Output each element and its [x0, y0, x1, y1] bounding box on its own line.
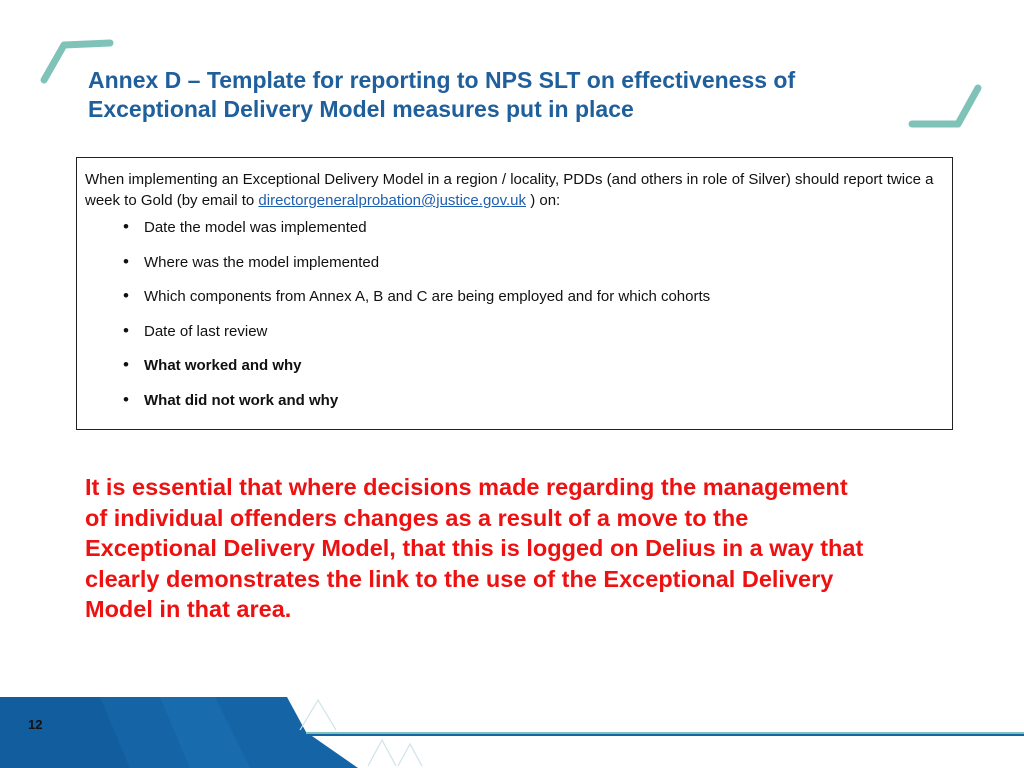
list-item-text: Date of last review	[144, 322, 268, 340]
slide-title-line: Exceptional Delivery Model measures put in place	[88, 96, 634, 122]
notice-line: It is essential that where decisions made regarding the management	[85, 474, 848, 500]
email-link[interactable]: directorgeneralprobation@justice.gov.uk	[258, 192, 527, 209]
intro-suffix: ) on:	[526, 192, 561, 209]
list-item	[123, 356, 944, 376]
bullet-icon: •	[123, 286, 129, 306]
list-item	[123, 391, 944, 411]
bullet-icon: •	[123, 320, 129, 340]
footer-triangle-outline	[300, 700, 336, 730]
list-item-text: What did not work and why	[144, 391, 339, 409]
notice-line: of individual offenders changes as a result of a move to the	[85, 504, 749, 531]
bullet-icon: •	[123, 251, 129, 271]
notice-line: Exceptional Delivery Model, that this is logged on Delius in a way that	[85, 535, 864, 561]
bullet-icon: •	[123, 389, 129, 409]
intro-text: When implementing an Exceptional Delivery Model in a region / locality, PDDs (and others in role of Silver) should report twice a week to Gold (by email to	[85, 171, 934, 209]
notice-line: Model in that area.	[85, 596, 292, 622]
list-item-text: Where was the model implemented	[144, 253, 380, 271]
slide-title-line: Annex D – Template for reporting to NPS SLT on effectiveness of	[88, 67, 796, 93]
reporting-instructions-box	[76, 157, 953, 430]
list-item-text: What worked and why	[144, 357, 302, 375]
reporting-items-list	[85, 218, 944, 411]
list-item	[123, 322, 944, 342]
important-notice	[85, 472, 955, 625]
footer-triangle-outline	[398, 744, 422, 766]
list-item-text: Which components from Annex A, B and C are being employed and for which cohorts	[144, 288, 711, 306]
slide-title	[88, 66, 948, 124]
intro-paragraph	[85, 169, 944, 211]
list-item	[123, 287, 944, 307]
page-number: 12	[28, 717, 43, 732]
list-item	[123, 253, 944, 273]
bullet-icon: •	[123, 355, 129, 375]
notice-line: clearly demonstrates the link to the use of the Exceptional Delivery	[85, 565, 834, 592]
bullet-icon: •	[123, 217, 129, 236]
list-item	[123, 218, 944, 238]
list-item-text: Date the model was implemented	[144, 219, 367, 236]
footer-triangle-outline	[368, 740, 396, 766]
